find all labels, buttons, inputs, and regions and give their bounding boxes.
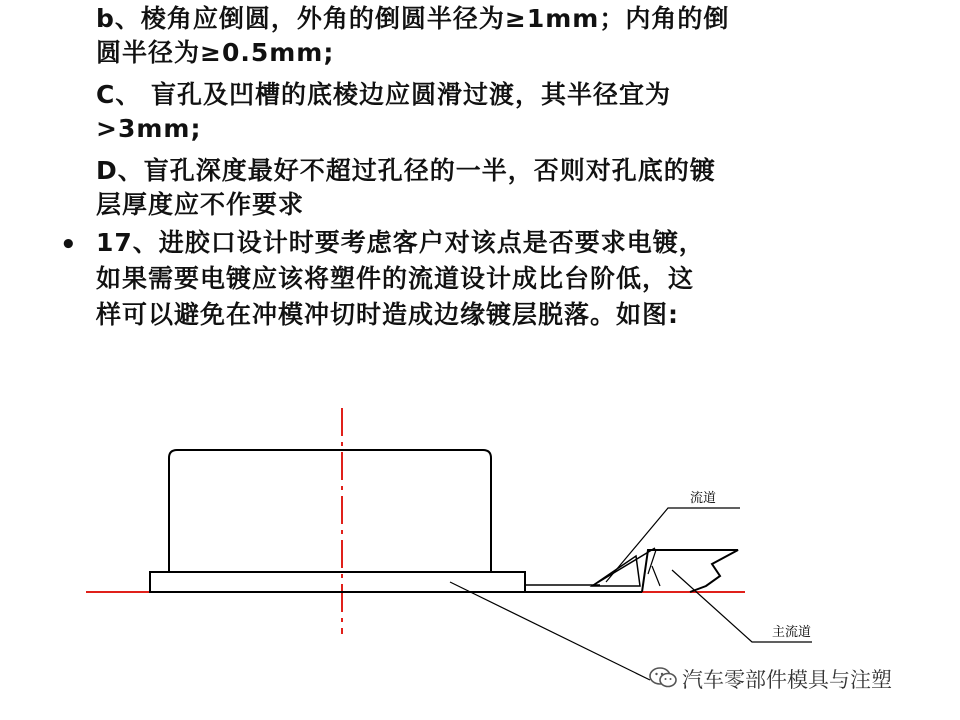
bullet-point: •	[60, 230, 77, 260]
item-17-line3: 样可以避免在冲模冲切时造成边缘镀层脱落。如图:	[96, 300, 679, 329]
item-17-line1: 17、进胶口设计时要考虑客户对该点是否要求电镀，	[96, 228, 705, 257]
item-c-line2: >3mm;	[96, 114, 202, 143]
item-d-line1: D、盲孔深度最好不超过孔径的一半，否则对孔底的镀	[96, 156, 716, 185]
watermark	[648, 664, 948, 692]
item-17-line2: 如果需要电镀应该将塑件的流道设计成比台阶低，这	[96, 264, 695, 293]
step-leader-line	[450, 582, 650, 680]
item-b-line2: 圆半径为≥0.5mm;	[96, 38, 335, 67]
main-runner-label: 主流道	[772, 625, 812, 640]
main-runner-inner	[648, 550, 660, 586]
item-d-line2: 层厚度应不作要求	[96, 190, 305, 219]
wechat-icon	[648, 665, 678, 696]
runner-label: 流道	[690, 491, 717, 506]
part-base-step	[150, 572, 525, 592]
runner-design-diagram	[0, 380, 960, 700]
watermark-text: 汽车零部件模具与注塑	[682, 668, 892, 692]
item-b-line1: b、棱角应倒圆，外角的倒圆半径为≥1mm；内角的倒	[96, 4, 730, 33]
part-boss-outline	[169, 450, 491, 572]
item-c-line1: C、 盲孔及凹槽的底棱边应圆滑过渡，其半径宜为	[96, 80, 672, 109]
